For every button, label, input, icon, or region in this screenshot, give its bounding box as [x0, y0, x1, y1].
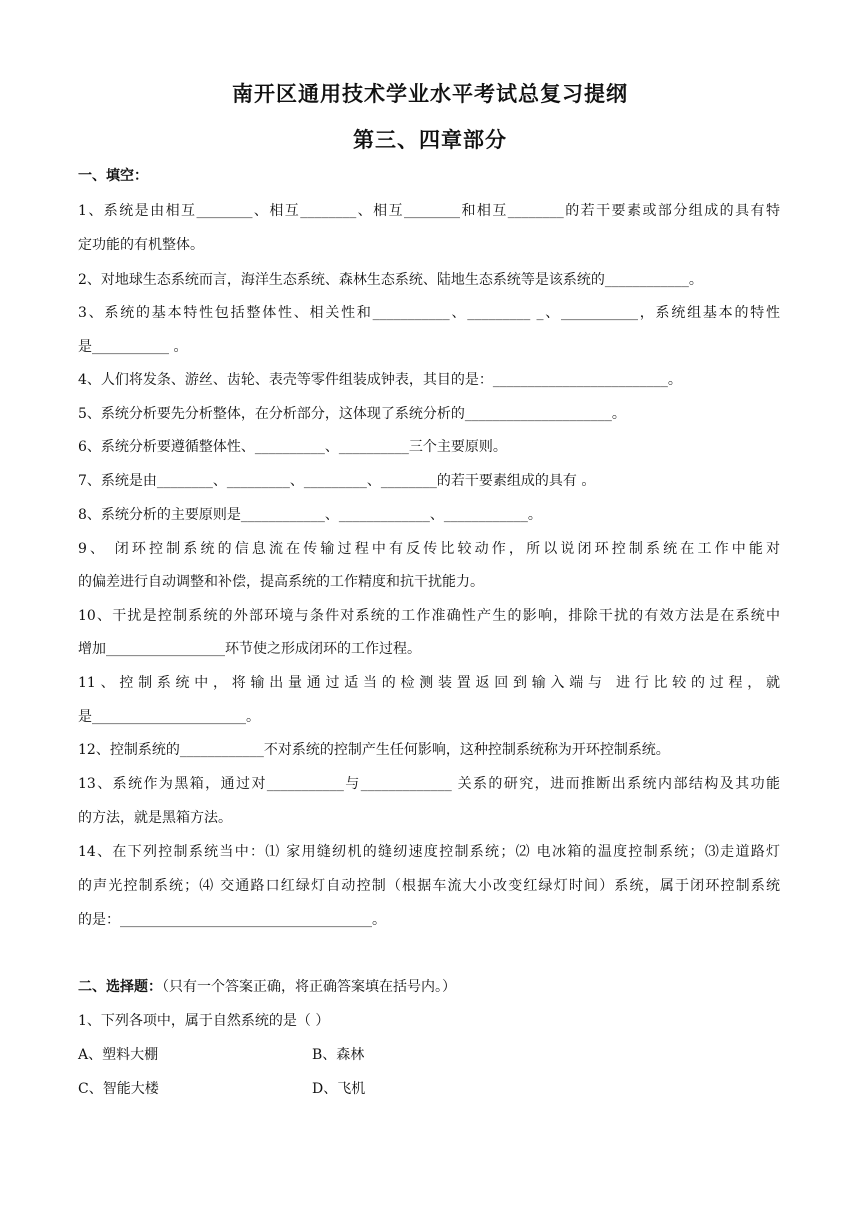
fill-line: 是___________ 。	[78, 339, 188, 355]
fill-line: 8、系统分析的主要原则是____________、_____________、____________。	[78, 507, 542, 523]
section-heading-choice	[78, 977, 456, 997]
fill-line: 1、系统是由相互________、相互________、相互________和相互________的若干要素或部分组成的具有特	[78, 203, 780, 219]
fill-line: 9、 闭环控制系统的信息流在传输过程中有反传比较动作，所以说闭环控制系统在工作中能对	[78, 541, 780, 557]
section-heading-choice-note: （只有一个答案正确，将正确答案填在括号内。）	[162, 979, 456, 995]
section-heading-choice-label: 二、选择题：	[78, 979, 162, 995]
fill-line: 2、对地球生态系统而言，海洋生态系统、森林生态系统、陆地生态系统等是该系统的____________。	[78, 272, 703, 288]
choice-option-c: C、智能大楼	[78, 1081, 159, 1097]
fill-line: 10、干扰是控制系统的外部环境与条件对系统的工作准确性产生的影响，排除干扰的有效方法是在系统中	[78, 608, 780, 624]
fill-line: 3、系统的基本特性包括整体性、相关性和___________、_________ _、___________，系统组基本的特性	[78, 305, 780, 321]
fill-line: 的是：____________________________________。	[78, 912, 386, 928]
fill-line: 7、系统是由________、_________、_________、________的若干要素组成的具有 。	[78, 473, 596, 489]
choice-option-a: A、塑料大棚	[78, 1047, 159, 1063]
fill-line: 12、控制系统的____________不对系统的控制产生任何影响，这种控制系统称为开环控制系统。	[78, 742, 670, 758]
document-subtitle: 第三、四章部分	[353, 128, 507, 152]
choice-option-b: B、森林	[312, 1047, 365, 1063]
fill-line: 14、在下列控制系统当中：⑴ 家用缝纫机的缝纫速度控制系统；⑵ 电冰箱的温度控制系统；⑶走道路灯	[78, 844, 780, 860]
fill-line: 11、控制系统中，将输出量通过适当的检测装置返回到输入端与 进行比较的过程，就	[78, 675, 780, 691]
fill-line: 的方法，就是黑箱方法。	[78, 810, 232, 826]
choice-question: 1、下列各项中，属于自然系统的是（ ）	[78, 1013, 330, 1029]
section-heading-fill-in: 一、填空：	[78, 168, 148, 184]
fill-line: 增加_________________环节使之形成闭环的工作过程。	[78, 641, 421, 657]
fill-line: 是______________________。	[78, 709, 260, 725]
fill-line: 定功能的有机整体。	[78, 237, 204, 253]
fill-line: 6、系统分析要遵循整体性、__________、__________三个主要原则。	[78, 439, 507, 455]
document-title: 南开区通用技术学业水平考试总复习提纲	[232, 82, 628, 106]
fill-line: 4、人们将发条、游丝、齿轮、表壳等零件组装成钟表，其目的是：_________________________。	[78, 372, 682, 388]
fill-line: 的偏差进行自动调整和补偿，提高系统的工作精度和抗干扰能力。	[78, 574, 484, 590]
choice-option-d: D、飞机	[312, 1081, 366, 1097]
fill-line: 13、系统作为黑箱，通过对___________与_____________ 关系的研究，进而推断出系统内部结构及其功能	[78, 776, 780, 792]
fill-line: 5、系统分析要先分析整体，在分析部分，这体现了系统分析的_____________________。	[78, 406, 626, 422]
fill-line: 的声光控制系统；⑷ 交通路口红绿灯自动控制（根据车流大小改变红绿灯时间）系统，属于闭环控制系统	[78, 878, 780, 894]
